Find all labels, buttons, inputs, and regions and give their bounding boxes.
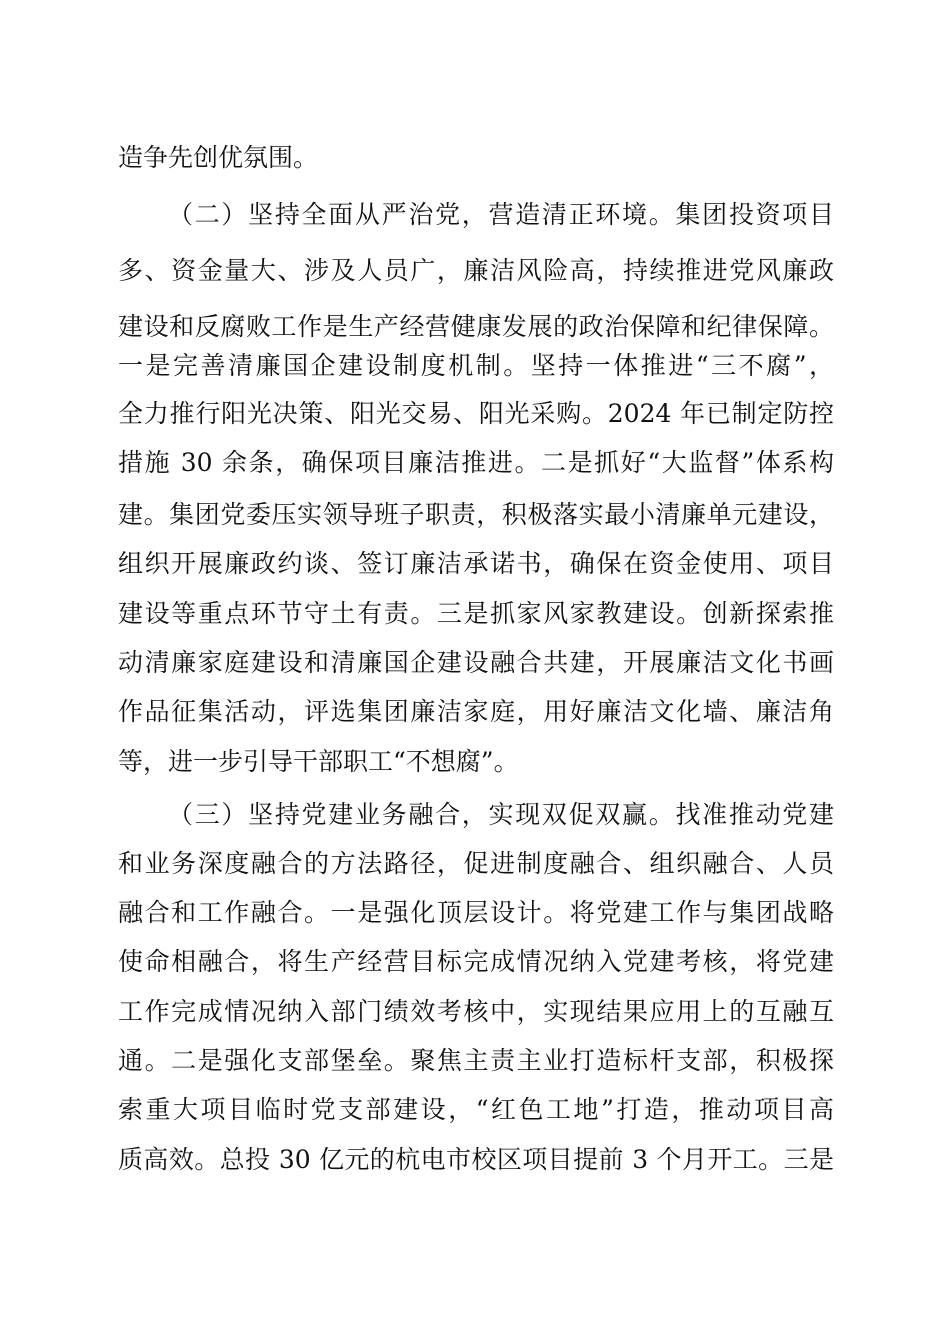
- paragraph-1-line-1: 造争先创优氛围。: [118, 143, 319, 172]
- section-3-line-8: 质高效。总投 30 亿元的杭电市校区项目提前 3 个月开工。三是: [118, 1145, 834, 1174]
- section-3-line-7: 索重大项目临时党支部建设，“红色工地”打造，推动项目高: [118, 1095, 834, 1124]
- section-2-line-8: 组织开展廉政约谈、签订廉洁承诺书，确保在资金使用、项目: [118, 549, 834, 578]
- section-3-line-6: 通。二是强化支部堡垒。聚焦主责主业打造标杆支部，积极探: [118, 1046, 834, 1075]
- section-2-line-12: 等，进一步引导干部职工“不想腐”。: [118, 747, 519, 776]
- section-3-line-5: 工作完成情况纳入部门绩效考核中，实现结果应用上的互融互: [118, 997, 834, 1026]
- section-2-line-3: 建设和反腐败工作是生产经营健康发展的政治保障和纪律保障。: [118, 312, 834, 341]
- section-2-line-6: 措施 30 余条，确保项目廉洁推进。二是抓好“大监督”体系构: [118, 448, 834, 477]
- section-2-line-7: 建。集团党委压实领导班子职责，积极落实最小清廉单元建设，: [118, 500, 834, 529]
- section-2-line-11: 作品征集活动，评选集团廉洁家庭，用好廉洁文化墙、廉洁角: [118, 697, 834, 726]
- section-2-line-4: 一是完善清廉国企建设制度机制。坚持一体推进“三不腐”，: [118, 351, 834, 380]
- section-2-line-10: 动清廉家庭建设和清廉国企建设融合共建，开展廉洁文化书画: [118, 648, 834, 677]
- section-3-line-3: 融合和工作融合。一是强化顶层设计。将党建工作与集团战略: [118, 898, 834, 927]
- section-3-heading-line: （三）坚持党建业务融合，实现双促双赢。找准推动党建: [168, 800, 834, 829]
- section-2-line-2: 多、资金量大、涉及人员广，廉洁风险高，持续推进党风廉政: [118, 256, 834, 285]
- section-2-line-9: 建设等重点环节守土有责。三是抓家风家教建设。创新探索推: [118, 599, 834, 628]
- section-2-heading-line: （二）坚持全面从严治党，营造清正环境。集团投资项目: [168, 200, 834, 229]
- section-3-line-4: 使命相融合，将生产经营目标完成情况纳入党建考核，将党建: [118, 947, 834, 976]
- section-3-line-2: 和业务深度融合的方法路径，促进制度融合、组织融合、人员: [118, 849, 834, 878]
- section-2-line-5: 全力推行阳光决策、阳光交易、阳光采购。2024 年已制定防控: [118, 399, 834, 428]
